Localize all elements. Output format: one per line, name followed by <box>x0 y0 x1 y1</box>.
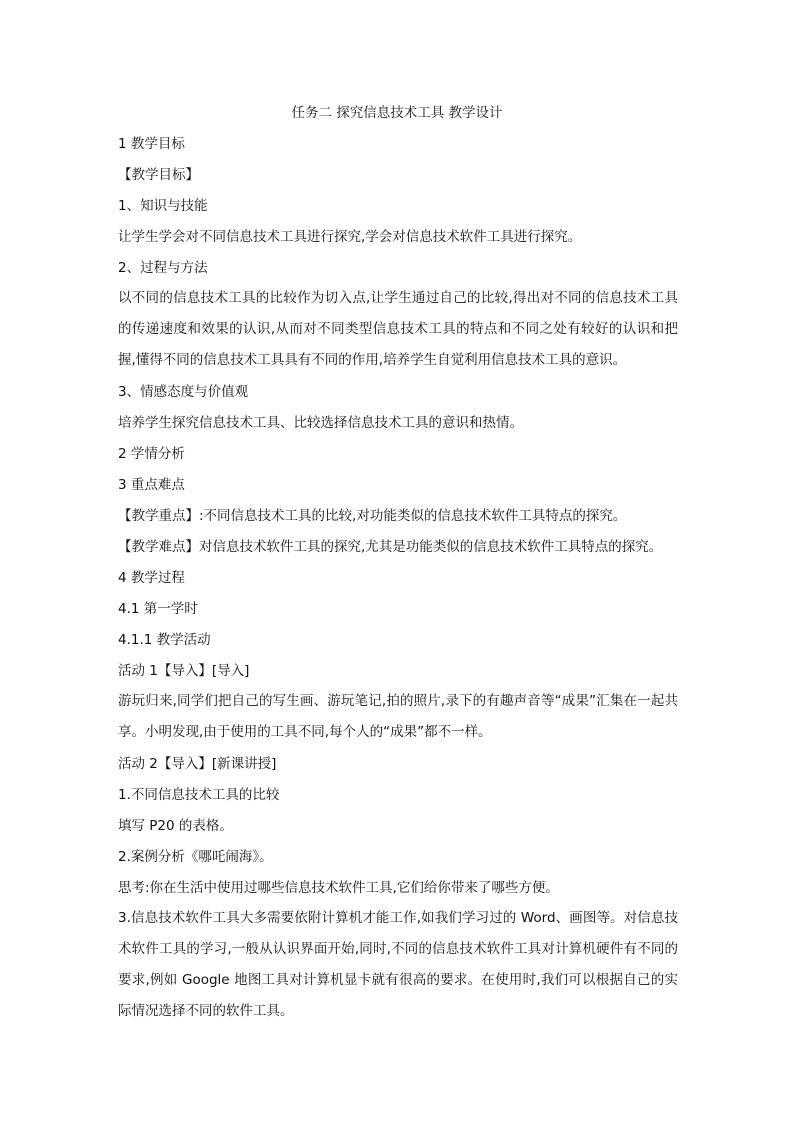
activity-2-title: 活动 2【导入】[新课讲授] <box>118 756 277 772</box>
document-title: 任务二 探究信息技术工具 教学设计 <box>291 105 503 121</box>
activity-1-paragraph: 游玩归来,同学们把自己的写生画、游玩笔记,拍的照片,录下的有趣声音等“成果”汇集在一起共享。小明发现,由于使用的工具不同,每个人的“成果”都不一样。 <box>118 693 678 740</box>
heading-teaching-process: 4 教学过程 <box>118 570 185 586</box>
paragraph-teaching-difficulty: 【教学难点】对信息技术软件工具的探究,尤其是功能类似的信息技术软件工具特点的探究。 <box>118 539 663 555</box>
fill-table-instruction: 填写 P20 的表格。 <box>118 818 233 834</box>
activity-1-title: 活动 1【导入】[导入] <box>118 663 250 679</box>
paragraph-emotion-values: 培养学生探究信息技术工具、比较选择信息技术工具的意识和热情。 <box>118 415 523 431</box>
subheading-process-method: 2、过程与方法 <box>118 260 208 276</box>
case-analysis-heading: 2.案例分析《哪吒闹海》。 <box>118 849 273 865</box>
paragraph-process-method: 以不同的信息技术工具的比较作为切入点,让学生通过自己的比较,得出对不同的信息技术工具的传递速度和效果的认识,从而对不同类型信息技术工具的特点和不同之处有较好的认识和把握,懂得不同的信息技术工具具有不同的作用,培养学生自觉利用信息技术工具的意识。 <box>118 290 678 368</box>
paragraph-knowledge-skills: 让学生学会对不同信息技术工具进行探究,学会对信息技术软件工具进行探究。 <box>118 229 582 245</box>
heading-teaching-activities: 4.1.1 教学活动 <box>118 632 211 648</box>
subheading-emotion-values: 3、情感态度与价值观 <box>118 384 249 400</box>
heading-key-difficulties: 3 重点难点 <box>118 477 185 493</box>
heading-learning-analysis: 2 学情分析 <box>118 446 185 462</box>
paragraph-teaching-focus: 【教学重点】:不同信息技术工具的比较,对功能类似的信息技术软件工具特点的探究。 <box>118 508 627 524</box>
heading-first-period: 4.1 第一学时 <box>118 601 198 617</box>
heading-teaching-goals: 1 教学目标 <box>118 136 185 152</box>
subheading-knowledge-skills: 1、知识与技能 <box>118 198 208 214</box>
thinking-question: 思考:你在生活中使用过哪些信息技术软件工具,它们给你带来了哪些方便。 <box>118 880 559 896</box>
comparison-heading: 1.不同信息技术工具的比较 <box>118 787 280 803</box>
subheading-teaching-goals: 【教学目标】 <box>118 167 199 183</box>
software-tools-paragraph: 3.信息技术软件工具大多需要依附计算机才能工作,如我们学习过的 Word、画图等。对信息技术软件工具的学习,一般从认识界面开始,同时,不同的信息技术软件工具对计算机硬件有不同的要求,例如 Google 地图工具对计算机显卡就有很高的要求。在使用时,我们可以根据自己的实际情况选择不同的软件工具。 <box>118 910 678 1019</box>
